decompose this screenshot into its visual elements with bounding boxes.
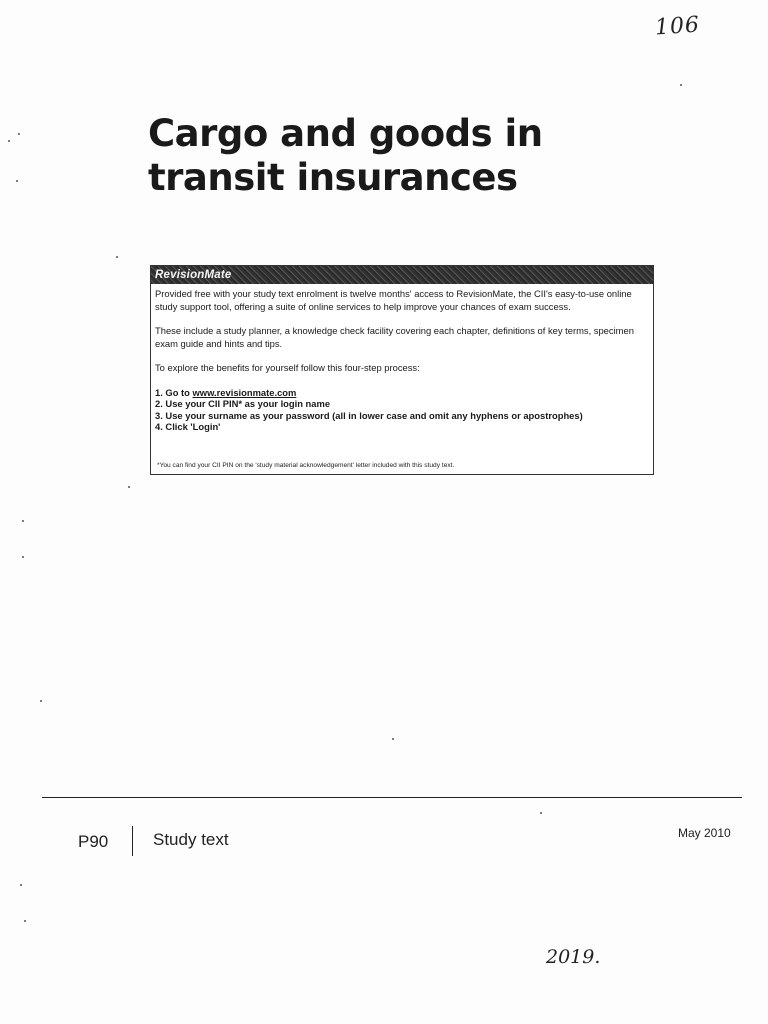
step-1-prefix: 1. Go to	[155, 386, 193, 398]
scan-speck	[680, 84, 682, 86]
scan-speck	[540, 812, 542, 814]
scan-speck	[22, 556, 24, 558]
revisionmate-header-bar	[151, 266, 653, 284]
scan-speck	[40, 700, 42, 702]
footer-study-text-label: Study text	[153, 830, 229, 849]
scan-speck	[8, 140, 10, 142]
step-3: 3. Use your surname as your password (all in lower case and omit any hyphens or apostrophes)	[155, 409, 583, 421]
footer-date: May 2010	[678, 826, 731, 840]
handwritten-year: 2019.	[546, 946, 601, 968]
scan-speck	[20, 884, 22, 886]
revisionmate-body	[151, 284, 653, 433]
step-4: 4. Click 'Login'	[155, 421, 221, 432]
scan-speck	[116, 256, 118, 258]
scan-speck	[24, 920, 26, 922]
handwritten-page-number: 106	[654, 12, 701, 41]
revisionmate-footnote: *You can find your CII PIN on the 'study material acknowledgement' letter included with this study text.	[157, 462, 455, 469]
revisionmate-features-paragraph: These include a study planner, a knowledge check facility covering each chapter, definitions of key terms, specimen exam guide and hints and tips.	[155, 325, 634, 349]
step-2: 2. Use your CII PIN* as your login name	[155, 398, 331, 409]
scan-speck	[392, 738, 394, 740]
revisionmate-box	[150, 265, 654, 475]
revisionmate-link[interactable]: www.revisionmate.com	[192, 386, 297, 398]
footer-course-code: P90	[78, 832, 109, 851]
scan-speck	[16, 180, 18, 182]
footer-divider	[42, 797, 742, 798]
revisionmate-intro-paragraph: Provided free with your study text enrolment is twelve months' access to RevisionMate, the CII's easy-to-use online study support tool, offering a suite of online services to help improve your chances of exam success.	[155, 288, 632, 312]
footer-separator	[132, 826, 133, 856]
scan-speck	[18, 133, 20, 135]
revisionmate-header-label: RevisionMate	[155, 269, 232, 281]
revisionmate-steps	[155, 387, 647, 433]
page-title-line-2: transit insurances	[148, 156, 518, 199]
scan-speck	[128, 486, 130, 488]
page-title-line-1: Cargo and goods in	[148, 112, 543, 155]
scan-speck	[22, 520, 24, 522]
step-1	[155, 387, 647, 399]
revisionmate-process-paragraph: To explore the benefits for yourself follow this four-step process:	[155, 362, 420, 373]
page-title	[148, 112, 608, 200]
